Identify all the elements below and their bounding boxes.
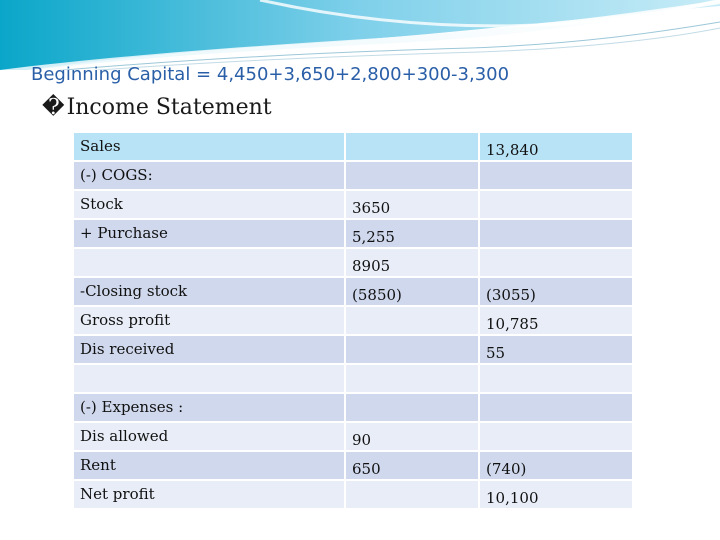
table-row (74, 220, 632, 247)
table-row (74, 365, 632, 392)
row-total (480, 365, 632, 392)
table-row (74, 191, 632, 218)
row-amount: 8905 (346, 249, 478, 276)
row-label: -Closing stock (74, 278, 344, 305)
row-amount: (5850) (346, 278, 478, 305)
table-row (74, 249, 632, 276)
row-amount: 90 (346, 423, 478, 450)
row-label: (-) Expenses : (74, 394, 344, 421)
header-wave-decoration (0, 0, 720, 70)
row-total: 10,785 (480, 307, 632, 334)
row-label (74, 249, 344, 276)
row-amount: 650 (346, 452, 478, 479)
row-label (74, 365, 344, 392)
row-amount: 3650 (346, 191, 478, 218)
slide-title (42, 95, 272, 120)
row-label: Stock (74, 191, 344, 218)
row-total (480, 162, 632, 189)
row-total (480, 423, 632, 450)
row-label: Net profit (74, 481, 344, 508)
row-label: + Purchase (74, 220, 344, 247)
table-row (74, 423, 632, 450)
row-label: Dis allowed (74, 423, 344, 450)
table-row (74, 278, 632, 305)
income-statement-table (72, 131, 634, 510)
row-total: 55 (480, 336, 632, 363)
table-row (74, 307, 632, 334)
row-total: (3055) (480, 278, 632, 305)
row-label: Dis received (74, 336, 344, 363)
row-label: Rent (74, 452, 344, 479)
row-amount: 5,255 (346, 220, 478, 247)
row-label: Sales (74, 133, 344, 160)
slide-title-text: Income Statement (66, 95, 272, 120)
row-amount (346, 481, 478, 508)
row-amount (346, 365, 478, 392)
row-amount (346, 133, 478, 160)
row-amount (346, 336, 478, 363)
row-total (480, 220, 632, 247)
row-total (480, 191, 632, 218)
row-total (480, 394, 632, 421)
row-total (480, 249, 632, 276)
row-amount (346, 394, 478, 421)
row-label: Gross profit (74, 307, 344, 334)
row-amount (346, 162, 478, 189)
row-total: 13,840 (480, 133, 632, 160)
row-total: 10,100 (480, 481, 632, 508)
table-row (74, 162, 632, 189)
table-row (74, 336, 632, 363)
row-total: (740) (480, 452, 632, 479)
title-bullet: � (42, 95, 65, 120)
beginning-capital-text: Beginning Capital = 4,450+3,650+2,800+300-3,300 (31, 64, 510, 85)
row-amount (346, 307, 478, 334)
row-label: (-) COGS: (74, 162, 344, 189)
table-row (74, 481, 632, 508)
table-row (74, 133, 632, 160)
table-row (74, 394, 632, 421)
table-row (74, 452, 632, 479)
